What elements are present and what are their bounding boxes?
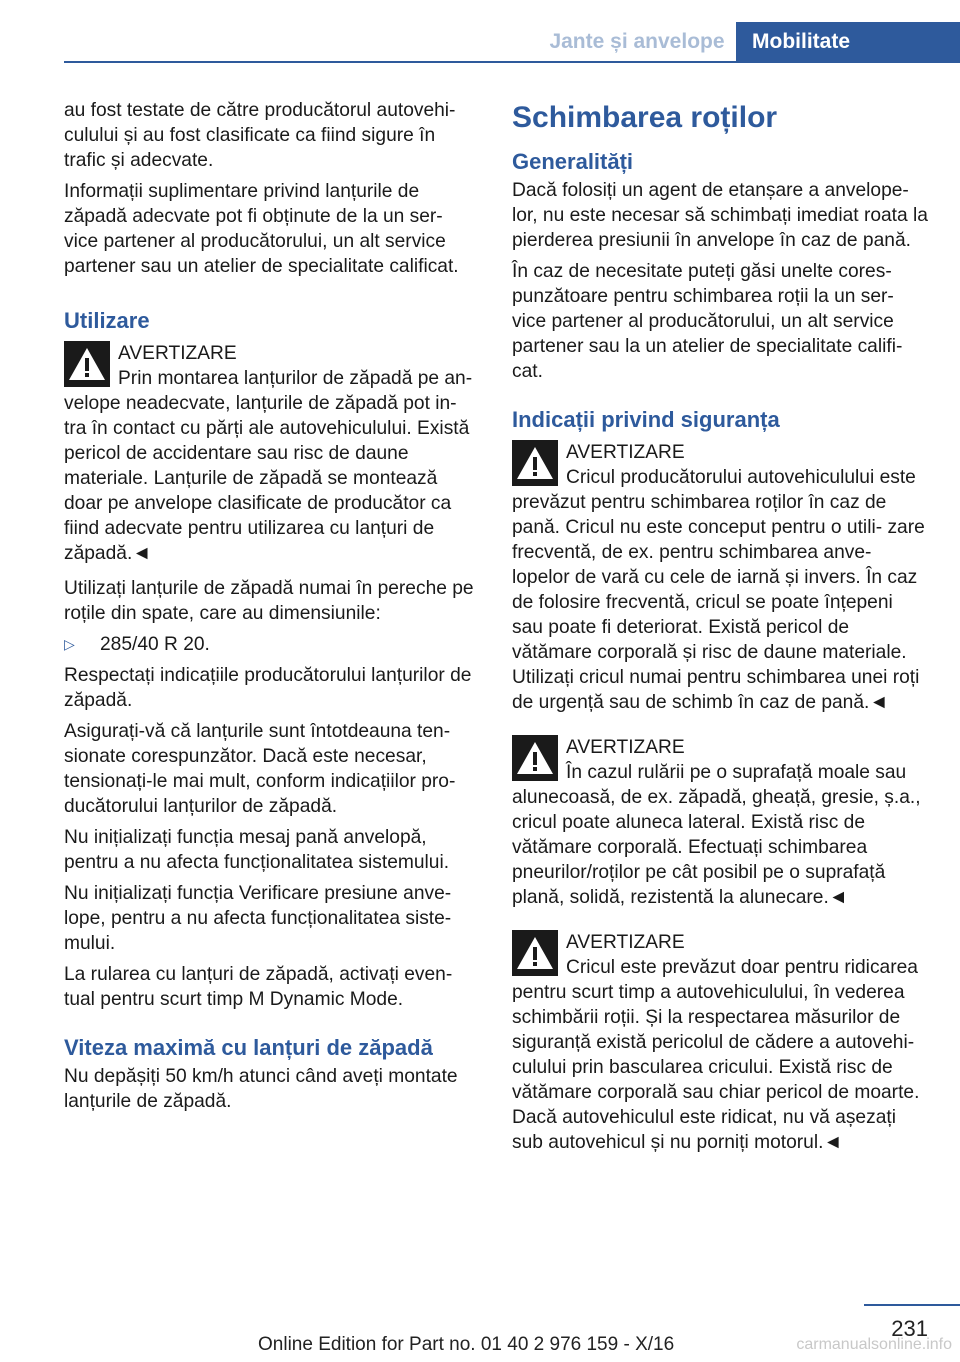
paragraph: Informații suplimentare privind lanțurile de zăpadă adecvate pot fi obținute de la un ser‐ vice partener al producătorului, un alt service partener sau un atelier de specialitate calificat.: [64, 181, 459, 277]
paragraph: au fost testate de către producătorul autovehi‐ culului și au fost clasificate ca fiind sigure în trafic și adecvate.: [64, 100, 456, 171]
heading-viteza: Viteza maximă cu lanțuri de zăpadă: [64, 1035, 433, 1060]
warning-title: AVERTIZARE: [566, 442, 685, 463]
right-column: [512, 98, 928, 1165]
heading-generalitati: Generalități: [512, 149, 634, 174]
paragraph: În caz de necesitate puteți găsi unelte cores‐ punzătoare pentru schimbarea roții la un ser‐ vice partener al producătorului, un alt service partener sau la un atelier de specialitate califi‐ cat.: [512, 261, 903, 382]
warning-triangle-icon: [64, 341, 110, 387]
section-tab-jante[interactable]: Jante și anvelope: [549, 30, 725, 53]
warning-text: În cazul rulării pe o suprafață moale sau alunecoasă, de ex. zăpadă, gheață, gresie, ș.a., cricul poate aluneca lateral. Există risc de vătămare corporală. Efectuați schimbarea pneurilor/roților pe cât posibil pe o suprafață plană, solidă, rezistentă la alunecare.◄: [512, 762, 921, 908]
warning-triangle-icon: [512, 440, 558, 486]
section-tab-mobilitate[interactable]: Mobilitate: [736, 22, 960, 62]
paragraph: La rularea cu lanțuri de zăpadă, activați even‐ tual pentru scurt timp M Dynamic Mode.: [64, 964, 453, 1010]
footer-rule: [864, 1304, 960, 1306]
warning-triangle-icon: [512, 930, 558, 976]
warning-text: Prin montarea lanțurilor de zăpadă pe an‐ velope neadecvate, lanțurile de zăpadă pot in‐ tra în contact cu părți ale autovehiculului. Există pericol de accidentare sau risc de daune materiale. Lanțurile de zăpadă se montează doar pe anvelope clasificate de producător ca fiind adecvate pentru utilizarea cu lanțuri de zăpadă.◄: [64, 368, 473, 564]
list-item-text: 285/40 R 20.: [100, 634, 210, 655]
warning-text: Cricul este prevăzut doar pentru ridicarea pentru scurt timp a autovehiculului, în vederea schimbării roții. Și la respectarea măsurilor de siguranță există pericolul de cădere a autovehi‐ culului prin bascularea cricului. Există risc de vătămare corporală sau chiar pericol de moarte. Dacă autovehiculul este ridicat, nu vă așezați sub autovehicul și nu porniți motorul.◄: [512, 957, 920, 1153]
paragraph: Asigurați-vă că lanțurile sunt întotdeauna ten‐ sionate corespunzător. Dacă este necesar, tensionați-le mai mult, conform indicațiilor pro‐ ducătorului lanțurilor de zăpadă.: [64, 721, 456, 817]
page-number: 231: [891, 1316, 928, 1341]
paragraph: Dacă folosiți un agent de etanșare a anvelope‐ lor, nu este necesar să schimbați imediat roata la pierderea presiunii în anvelope în caz de pană.: [512, 180, 928, 251]
warning-title: AVERTIZARE: [566, 737, 685, 758]
list-item: [64, 632, 480, 657]
warning-triangle-icon: [512, 735, 558, 781]
paragraph: Nu depășiți 50 km/h atunci când aveți montate lanțurile de zăpadă.: [64, 1066, 458, 1112]
left-column: [64, 98, 480, 1120]
paragraph: Utilizați lanțurile de zăpadă numai în pereche pe roțile din spate, care au dimensiunile:: [64, 578, 474, 624]
paragraph: Nu inițializați funcția Verificare presiune anve‐ lope, pentru a nu afecta funcționalitatea siste‐ mului.: [64, 883, 452, 954]
warning-block: [512, 440, 928, 715]
heading-utilizare: Utilizare: [64, 308, 150, 333]
heading-indicatii: Indicații privind siguranța: [512, 407, 780, 432]
page-header: [0, 0, 960, 62]
paragraph: Nu inițializați funcția mesaj pană anvelopă, pentru a nu afecta funcționalitatea sistemului.: [64, 827, 450, 873]
warning-title: AVERTIZARE: [566, 932, 685, 953]
paragraph: Respectați indicațiile producătorului lanțurilor de zăpadă.: [64, 665, 472, 711]
watermark: carmanualsonline.info: [796, 1336, 952, 1353]
bullet-arrow-icon: ▷: [64, 636, 75, 652]
page-title: Schimbarea roților: [512, 101, 778, 134]
warning-block: [512, 735, 928, 910]
header-rule: [64, 61, 960, 63]
warning-title: AVERTIZARE: [118, 343, 237, 364]
warning-text: Cricul producătorului autovehiculului este prevăzut pentru schimbarea roților în caz de pană. Cricul nu este conceput pentru o utili‐ zare frecventă, de ex. pentru schimbarea anve‐ lopelor de vară cu cele de iarnă și invers. În caz de folosire frecventă, cricul se poate înțepeni sau poate fi deteriorat. Există pericol de vătămare corporală și risc de daune materiale. Utilizați cricul numai pentru schimbarea unei roți de urgență sau de schimb în caz de pană.◄: [512, 467, 925, 713]
edition-note: Online Edition for Part no. 01 40 2 976 159 - X/16: [258, 1334, 675, 1355]
warning-block: [64, 341, 480, 566]
warning-block: [512, 930, 928, 1155]
